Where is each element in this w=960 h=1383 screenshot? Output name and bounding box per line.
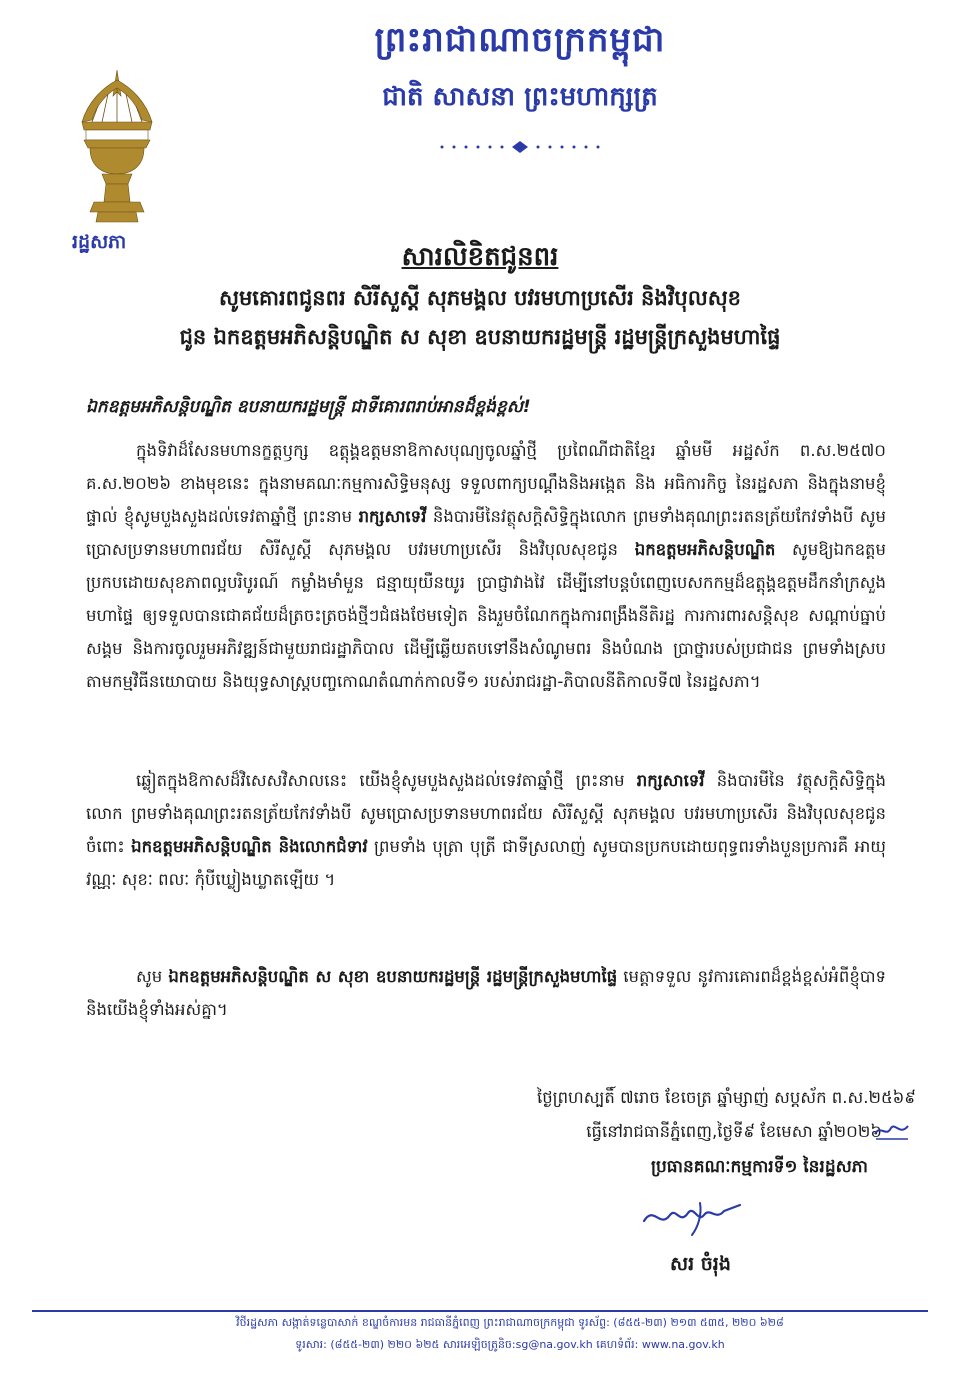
signer-title: ប្រធានគណៈកម្មការទី១ នៃរដ្ឋសភា xyxy=(650,1157,868,1177)
paragraph-text: ឆ្លៀតក្នុងឱកាសដ៏វិសេសវិសាលនេះ យើងខ្ញុំសូមបួងសួងដល់ទេវតាឆ្នាំថ្មី ព្រះនាម xyxy=(136,771,637,790)
footer-divider xyxy=(32,1310,928,1312)
handwritten-signature-icon xyxy=(640,1195,750,1241)
honorific-name: ឯកឧត្តមអភិសន្តិបណ្ឌិត ស សុខា ឧបនាយករដ្ឋមន្ត្រី រដ្ឋមន្ត្រីក្រសួងមហាផ្ទៃ xyxy=(168,967,618,986)
deity-name: រាក្សសាទេវី xyxy=(636,771,705,790)
footer-address: វិថីរដ្ឋសភា សង្កាត់ទន្លេបាសាក់ ខណ្ឌចំការមន រាជធានីភ្នំពេញ ព្រះរាជាណាចក្រកម្ពុជា ទូរស័ព្ទ: (៨៥៥-២៣) ២១៣ ៥៣៥, ២២០ ៦២៨ xyxy=(236,1316,784,1329)
lunar-date: ថ្ងៃព្រហស្បតិ៍ ៧រោច ខែចេត្រ ឆ្នាំម្សាញ់ សប្តស័ក ព.ស.២៥៦៩ xyxy=(536,1088,916,1107)
institution-label: រដ្ឋសភា xyxy=(72,231,127,253)
national-assembly-emblem-icon xyxy=(72,66,162,226)
paragraph-1 xyxy=(86,434,886,698)
paragraph-text: មេត្តាទទួល នូវការគោរពដ៏ខ្ពង់ខ្ពស់អំពីខ្ញុំបាទ និងយើងខ្ញុំទាំងអស់គ្នា។ xyxy=(86,967,887,1019)
paragraph-text: និងបារមីនៃ វត្ថុសក្តិសិទ្ធិក្នុងលោក ព្រមទាំងគុណព្រះរតនត្រ័យកែវទាំងបី សូមប្រោសប្រទានមហាពរជ័យ សិរីសួស្តី សុភមង្គល បវរមហាប្រសើរ និងវិបុលសុខជូនចំពោះ xyxy=(86,771,886,856)
paragraph-text: សូមឱ្យឯកឧត្តមប្រកបដោយសុខភាពល្អបរិបូរណ៍ កម្លាំងមាំមួន ជន្មាយុយឺនយូរ ប្រាជ្ញាវាងវៃ ដើម្បីនៅបន្តបំពេញបេសកកម្មដ៏ឧត្តុង្គឧត្តមដឹកនាំក្រសួងមហាផ្ទៃ ឲ្យទទួលបានជោគជ័យដ៏ត្រចះត្រចង់ថ្មីៗជំផងថែមទៀត និងរួមចំណែកក្នុងការពង្រឹងនីតិរដ្ឋ ការការពារសន្តិសុខ សណ្តាប់ធ្នាប់សង្គម និងការចូលរួមអភិវឌ្ឍន៍ជាមួយរាជរដ្ឋាភិបាល ដើម្បីឆ្លើយតបទៅនឹងសំណូមពរ និងបំណង ប្រាថ្នារបស់ប្រជាជន ព្រមទាំងស្របតាមកម្មវិធីនយោបាយ និងយុទ្ធសាស្ត្របញ្ចកោណតំណាក់កាលទី១ របស់រាជរដ្ឋា-ភិបាលនីតិកាលទី៧ នៃរដ្ឋសភា។ xyxy=(86,540,886,691)
paragraph-text: ក្នុងទិវាដ៏សែនមហានក្ខត្តឫក្ស ឧត្តុង្គឧត្តមនាឱកាសបុណ្យចូលឆ្នាំថ្មី ប្រពៃណីជាតិខ្មែរ ឆ្នាំមមី អដ្ឋស័ក ព.ស.២៥៧០ គ.ស.២០២៦ ខាងមុខនេះ ក្នុងនាមគណៈកម្មការសិទ្ធិមនុស្ស ទទួលពាក្យបណ្តឹងនិងអង្កេត និង អធិការកិច្ច នៃរដ្ឋសភា និងក្នុងនាមខ្ញុំផ្ទាល់ ខ្ញុំសូមបួងសួងដល់ទេវតាឆ្នាំថ្មី ព្រះនាម xyxy=(86,441,886,526)
kingdom-heading: ព្រះរាជាណាចក្រកម្ពុជា xyxy=(374,20,666,60)
ornament-divider-icon xyxy=(432,138,608,156)
honorific-name: ឯកឧត្តមអភិសន្តិបណ្ឌិត xyxy=(634,540,776,559)
recipient-line: ជូន ឯកឧត្តមអភិសន្តិបណ្ឌិត ស សុខា ឧបនាយករដ្ឋមន្ត្រី រដ្ឋមន្ត្រីក្រសួងមហាផ្ទៃ xyxy=(179,325,781,349)
national-motto: ជាតិ សាសនា ព្រះមហាក្សត្រ xyxy=(382,82,658,112)
honorific-name: ឯកឧត្តមអភិសន្តិបណ្ឌិត និងលោកជំទាវ xyxy=(131,837,368,856)
paragraph-2 xyxy=(86,764,886,896)
paragraph-text: សូម xyxy=(136,967,169,986)
initials-mark-icon xyxy=(872,1120,912,1142)
greeting-line: សូមគោរពជូនពរ សិរីសួស្តី សុភមង្គល បវរមហាប្រសើរ និងវិបុលសុខ xyxy=(218,286,742,310)
solar-date: ធ្វើនៅរាជធានីភ្នំពេញ,ថ្ងៃទី៩ ខែមេសា ឆ្នាំ២០២៦ xyxy=(586,1122,882,1141)
paragraph-text: និងបារមីនៃវត្ថុសក្តិសិទ្ធិក្នុងលោក ព្រមទាំងគុណព្រះរតនត្រ័យកែវទាំងបី សូមប្រោសប្រទានមហាពរជ័យ សិរីសួស្តី សុភមង្គល បវរមហាប្រសើរ និងវិបុលសុខជូន xyxy=(86,507,886,559)
paragraph-text: ព្រមទាំង បុត្រា បុត្រី ជាទីស្រលាញ់ សូមបានប្រកបដោយពុទ្ធពរទាំងបួនប្រការគឺ អាយុ វណ្ណៈ សុខៈ ពលៈ កុំបីឃ្លៀងឃ្លាតឡើយ ។ xyxy=(86,837,887,889)
footer-contact: ទូរសារ: (៨៥៥-២៣) ២២០ ៦២៥ សារអេឡិចត្រូនិច:sg@na.gov.kh គេហទំព័រ: www.na.gov.kh xyxy=(295,1338,725,1351)
deity-name: រាក្សសាទេវី xyxy=(358,507,427,526)
letter-title: សារលិខិតជូនពរ xyxy=(401,242,559,272)
salutation: ឯកឧត្តមអភិសន្តិបណ្ឌិត ឧបនាយករដ្ឋមន្ត្រី ជាទីគោរពរាប់អានដ៏ខ្ពង់ខ្ពស់! xyxy=(86,397,531,417)
signer-name: សរ ចំរុង xyxy=(670,1253,731,1275)
paragraph-3 xyxy=(86,960,886,1026)
